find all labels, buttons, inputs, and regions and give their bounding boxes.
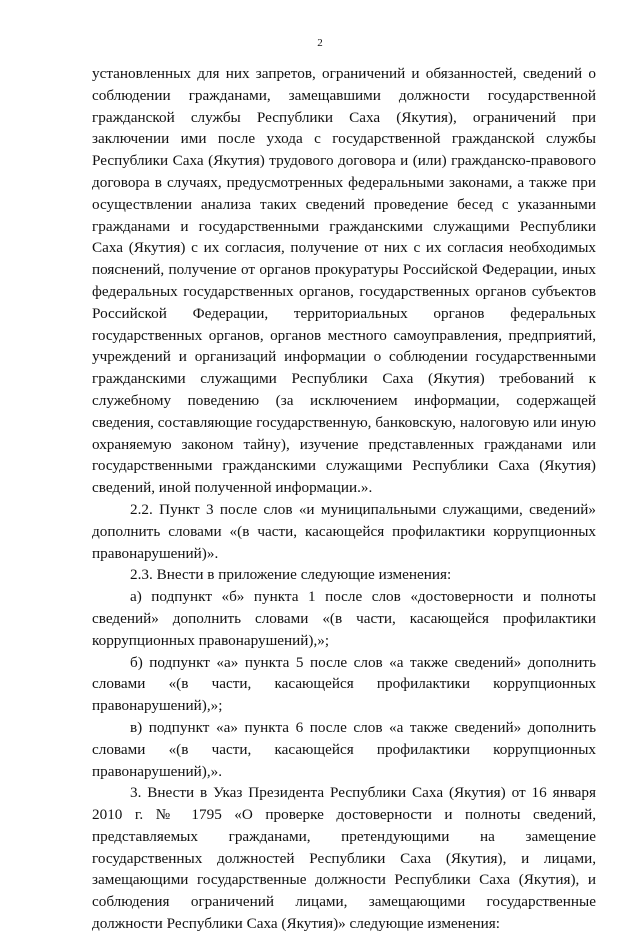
document-body [92,63,596,935]
paragraph-subitem-v: в) подпункт «а» пункта 6 после слов «а также сведений» дополнить словами «(в части, касающейся профилактики коррупционных правонарушений),». [92,718,596,780]
paragraph-3: 3. Внести в Указ Президента Республики Саха (Якутия) от 16 января 2010 г. № 1795 «О проверке достоверности и полноты сведений, представляемых гражданами, претендующими на замещение государственных должностей Республики Саха (Якутия), и лицами, замещающими государственные должности Республики Саха (Якутия), и соблюдения ограничений лицами, замещающими государственные должности Республики Саха (Якутия)» следующие изменения: [92,784,596,933]
paragraph-2-3: 2.3. Внести в приложение следующие изменения: [130,566,452,584]
paragraph-subitem-a: а) подпункт «б» пункта 1 после слов «достоверности и полноты сведений» дополнить словами «(в части, касающейся профилактики коррупционных правонарушений),»; [92,588,596,649]
paragraph-subitem-b: б) подпункт «а» пункта 5 после слов «а также сведений» дополнить словами «(в части, касающейся профилактики коррупционных правонарушений),»; [92,653,596,715]
page-number: 2 [317,37,323,49]
paragraph-2-2: 2.2. Пункт 3 после слов «и муниципальными служащими, сведений» дополнить словами «(в части, касающейся профилактики коррупционных правонарушений)». [92,500,596,562]
paragraph-continuation: установленных для них запретов, ограничений и обязанностей, сведений о соблюдении гражданами, замещавшими должности государственной гражданской службы Республики Саха (Якутия), ограничений при заключении ими после ухода с государственной гражданской службы Республики Саха (Якутия) трудового договора и (или) гражданско-правового договора в случаях, предусмотренных федеральными законами, а также при осуществлении анализа таких сведений проведение бесед с указанными гражданами и государственными гражданскими служащими Республики Саха (Якутия) с их согласия, получение от них с их согласия необходимых пояснений, получение от органов прокуратуры Российской Федерации, иных федеральных государственных органов, государственных органов субъектов Российской Федерации, территориальных органов федеральных государственных органов, органов местного самоуправления, предприятий, учреждений и организаций информации о соблюдении государственными гражданскими служащими Республики Саха (Якутия) требований к служебному поведению (за исключением информации, содержащей сведения, составляющие государственную, банковскую, налоговую или иную охраняемую законом тайну), изучение представленных гражданами или государственными гражданскими служащими Республики Саха (Якутия) сведений, иной полученной информации.». [92,65,596,497]
